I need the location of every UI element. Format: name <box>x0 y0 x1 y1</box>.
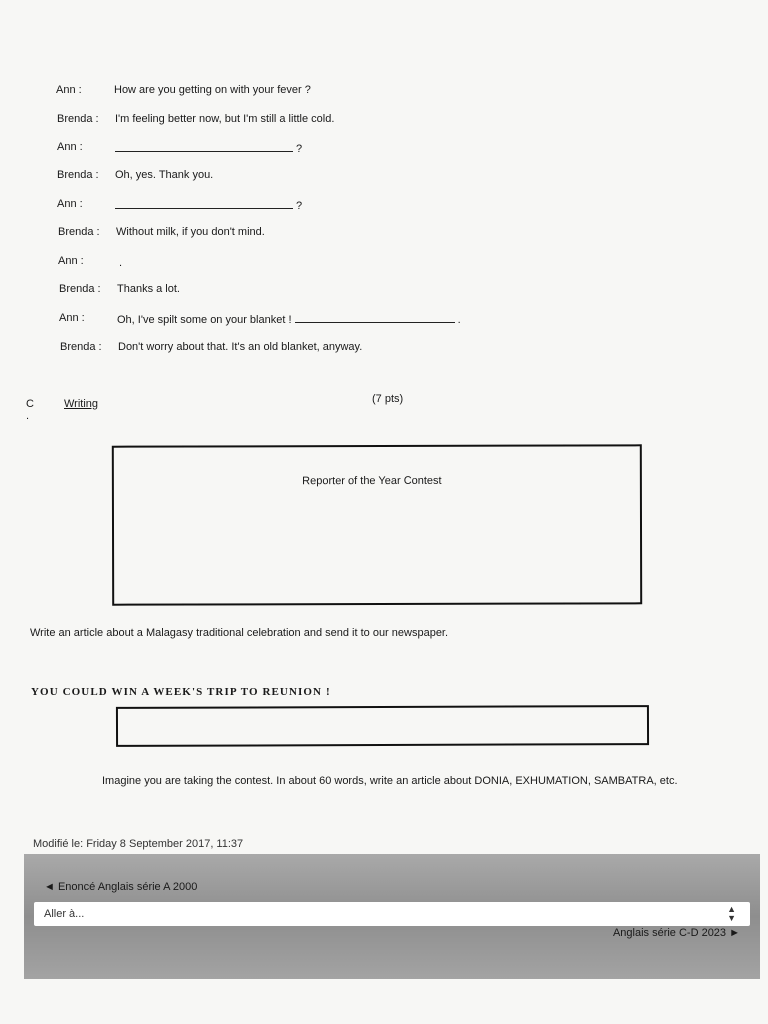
prize-headline: YOU COULD WIN A WEEK'S TRIP TO REUNION ! <box>31 686 331 698</box>
line-content <box>116 255 122 269</box>
section-title: Writing <box>64 398 99 410</box>
speaker-name: Brenda : <box>58 226 100 238</box>
line-text: I'm feeling better now, but I'm still a little cold. <box>115 113 335 125</box>
jump-to-placeholder: Aller à... <box>44 908 85 920</box>
line-content <box>115 198 302 212</box>
speaker-name: Ann : <box>58 255 84 267</box>
line-content <box>114 84 311 96</box>
contest-instruction: Imagine you are taking the contest. In about 60 words, write an article about DONIA, EXHUMATION, SAMBATRA, etc. <box>102 775 678 787</box>
jump-to-select[interactable] <box>34 902 750 926</box>
speaker-name: Brenda : <box>60 341 102 353</box>
line-text: Without milk, if you don't mind. <box>116 226 265 238</box>
line-content <box>117 312 461 326</box>
dialogue-line <box>58 226 678 242</box>
dialogue-line <box>58 255 678 271</box>
answer-blank <box>115 141 293 152</box>
line-content <box>118 341 362 353</box>
line-content <box>117 283 180 295</box>
speaker-name: Brenda : <box>57 169 99 181</box>
dialogue-line <box>57 169 677 185</box>
answer-blank <box>115 198 293 209</box>
dialogue-line <box>57 141 677 157</box>
prize-box <box>116 705 649 747</box>
select-arrows-icon: ▲ ▼ <box>727 904 736 923</box>
writing-instruction: Write an article about a Malagasy traditional celebration and send it to our newspaper. <box>30 627 449 639</box>
contest-box <box>112 444 642 605</box>
speaker-name: Ann : <box>56 84 82 96</box>
modified-date: Modifié le: Friday 8 September 2017, 11:37 <box>33 838 244 850</box>
line-punctuation: ? <box>296 143 303 155</box>
dialogue-line <box>60 341 680 357</box>
line-text: Oh, yes. Thank you. <box>115 169 214 181</box>
line-punctuation: ? <box>296 200 303 212</box>
next-activity-link[interactable]: Anglais série C-D 2023 ► <box>612 927 740 939</box>
line-content <box>115 113 334 125</box>
dialogue-line <box>59 312 679 328</box>
previous-activity-link[interactable]: ◄ Enoncé Anglais série A 2000 <box>44 881 198 893</box>
dialogue-line <box>57 113 677 129</box>
speaker-name: Brenda : <box>57 113 99 125</box>
speaker-name: Brenda : <box>59 283 101 295</box>
section-points: (7 pts) <box>372 393 404 405</box>
line-content <box>116 226 265 238</box>
contest-box-title: Reporter of the Year Contest <box>302 474 442 488</box>
activity-navigation <box>24 854 760 979</box>
speaker-name: Ann : <box>57 198 83 210</box>
line-content <box>115 141 302 155</box>
line-text: Don't worry about that. It's an old blanket, anyway. <box>118 341 363 353</box>
speaker-name: Ann : <box>57 141 83 153</box>
speaker-name: Ann : <box>59 312 85 324</box>
dialogue-line <box>57 198 677 214</box>
line-text: How are you getting on with your fever ? <box>114 84 311 96</box>
line-punctuation: . <box>119 257 123 269</box>
line-text: Thanks a lot. <box>117 283 180 295</box>
line-punctuation: . <box>457 314 461 326</box>
dialogue-line <box>59 283 679 299</box>
dialogue-line <box>56 84 676 100</box>
section-letter: C . <box>26 398 34 422</box>
line-content <box>115 169 213 181</box>
answer-blank <box>295 312 455 323</box>
line-text: Oh, I've spilt some on your blanket ! <box>117 314 292 326</box>
